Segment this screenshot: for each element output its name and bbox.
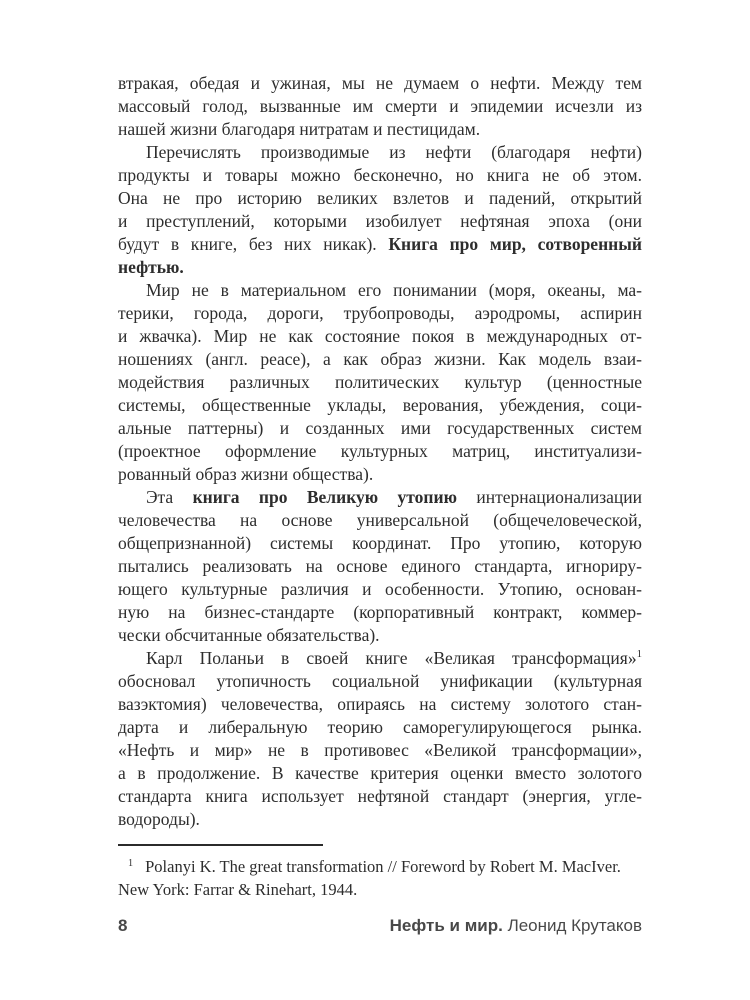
paragraph: [118, 72, 642, 141]
text-line: [118, 785, 642, 808]
text-line: [118, 532, 642, 555]
text-line: [118, 716, 642, 739]
text-line: [118, 279, 642, 302]
text-line: [118, 164, 642, 187]
text-line: [118, 348, 642, 371]
text-segment: Перечислять производимые из нефти (благодаря нефти): [146, 142, 642, 162]
text-segment: а в продолжение. В качестве критерия оценки вместо золотого: [118, 763, 642, 783]
text-segment: ющего культурные различия и особенности. Утопию, основан-: [118, 579, 642, 599]
text-segment: New York: Farrar & Rinehart, 1944.: [118, 880, 358, 899]
running-title-author: Леонид Крутаков: [502, 916, 642, 935]
text-segment: человечества на основе универсальной (общечеловеческой,: [118, 510, 642, 530]
page-footer: [118, 916, 642, 936]
footnote: [118, 844, 642, 901]
paragraph: [118, 486, 642, 647]
text-segment: альные паттерны) и созданных ими государственных систем: [118, 418, 642, 438]
text-line: [118, 371, 642, 394]
text-segment: терики, города, дороги, трубопроводы, аэродромы, аспирин: [118, 303, 642, 323]
text-segment: общепризнанной) системы координат. Про утопию, которую: [118, 533, 642, 553]
text-segment: Книга про мир, сотворенный: [388, 234, 642, 254]
text-segment: ную на бизнес-стандарте (корпоративный контракт, коммер-: [118, 602, 642, 622]
text-line: [118, 670, 642, 693]
text-line: [118, 72, 642, 95]
text-segment: системы, общественные уклады, верования, убеждения, соци-: [118, 395, 642, 415]
text-segment: втракая, обедая и ужиная, мы не думаем о нефти. Между тем: [118, 73, 642, 93]
text-segment: интернационализации: [456, 487, 643, 507]
text-segment: ношениях (англ. peace), а как образ жизни. Как модель взаи-: [118, 349, 642, 369]
text-segment: Эта: [146, 487, 193, 507]
running-title-book: Нефть и мир.: [389, 916, 503, 935]
text-line: [118, 555, 642, 578]
text-line: [118, 647, 642, 670]
text-line: [118, 417, 642, 440]
text-segment: массовый голод, вызванные им смерти и эпидемии исчезли из: [118, 96, 642, 116]
text-segment: и преступлений, которыми изобилует нефтяная эпоха (они: [118, 211, 642, 231]
footnote-marker: 1: [128, 857, 134, 869]
text-line: [118, 440, 642, 463]
body-text: [118, 72, 642, 901]
running-title: [390, 916, 642, 936]
text-line: [118, 762, 642, 785]
text-line: [118, 210, 642, 233]
text-line: [118, 256, 642, 279]
text-line: [118, 855, 642, 878]
paragraph: [118, 647, 642, 831]
text-segment: дарта и либеральную теорию саморегулирующегося рынка.: [118, 717, 642, 737]
text-line: [118, 693, 642, 716]
text-segment: рованный образ жизни общества).: [118, 464, 374, 484]
text-segment: чески обсчитанные обязательства).: [118, 625, 380, 645]
text-line: [118, 739, 642, 762]
text-segment: водороды).: [118, 809, 200, 829]
page-number: 8: [118, 916, 128, 935]
text-segment: модействия различных политических культур (ценностные: [118, 372, 642, 392]
text-segment: нефтью.: [118, 257, 184, 277]
text-line: [118, 118, 642, 141]
text-segment: нашей жизни благодаря нитратам и пестицидам.: [118, 119, 481, 139]
text-segment: Polanyi K. The great transformation // Foreword by Robert M. MacIver.: [145, 857, 621, 876]
text-line: [118, 601, 642, 624]
paragraph: [118, 279, 642, 486]
text-line: [118, 578, 642, 601]
text-segment: Карл Поланьи в своей книге «Великая трансформация»: [146, 648, 637, 668]
text-line: [118, 509, 642, 532]
footnote-divider: [118, 844, 323, 846]
text-segment: Она не про историю великих взлетов и падений, открытий: [118, 188, 642, 208]
text-segment: обосновал утопичность социальной унификации (культурная: [118, 671, 642, 691]
footnote-marker: 1: [636, 648, 642, 661]
text-line: [118, 878, 642, 901]
text-line: [118, 95, 642, 118]
text-line: [118, 486, 642, 509]
text-segment: «Нефть и мир» не в противовес «Великой трансформации»,: [118, 740, 642, 760]
text-line: [118, 624, 642, 647]
text-segment: пытались реализовать на основе единого стандарта, игнориру-: [118, 556, 642, 576]
text-segment: книга про Великую утопию: [192, 487, 457, 507]
text-line: [118, 394, 642, 417]
text-line: [118, 808, 642, 831]
text-segment: продукты и товары можно бесконечно, но книга не об этом.: [118, 165, 642, 185]
text-segment: стандарта книга использует нефтяной стандарт (энергия, угле-: [118, 786, 642, 806]
text-line: [118, 463, 642, 486]
text-segment: Мир не в материальном его понимании (моря, океаны, ма-: [146, 280, 642, 300]
text-segment: и жвачка). Мир не как состояние покоя в международных от-: [118, 326, 642, 346]
text-segment: (проектное оформление культурных матриц, институализи-: [118, 441, 642, 461]
text-line: [118, 187, 642, 210]
text-line: [118, 325, 642, 348]
text-line: [118, 302, 642, 325]
paragraph: [118, 141, 642, 279]
text-line: [118, 233, 642, 256]
text-segment: вазэктомия) человечества, опираясь на систему золотого стан-: [118, 694, 642, 714]
text-line: [118, 141, 642, 164]
text-segment: будут в книге, без них никак).: [118, 234, 389, 254]
